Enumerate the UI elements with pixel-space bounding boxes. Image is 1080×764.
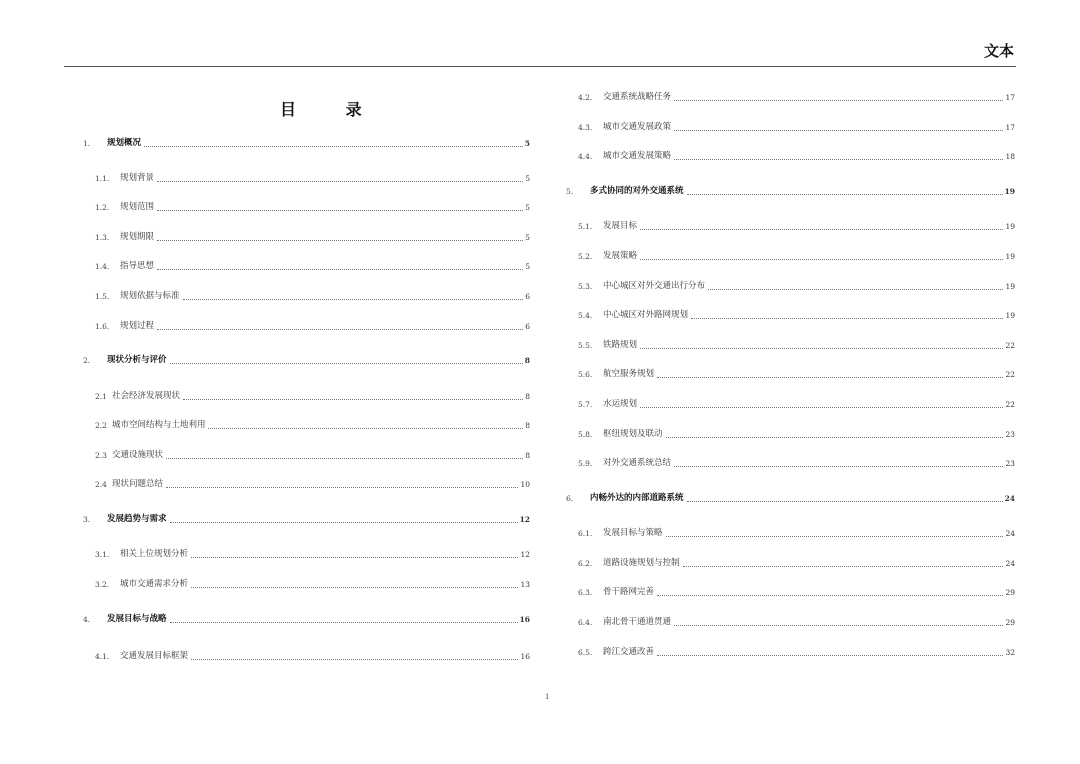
- toc-entry-page-number: 13: [520, 580, 530, 589]
- toc-entry-page-number: 16: [519, 615, 530, 624]
- toc-entry-title: 城市交通发展策略: [603, 151, 672, 161]
- toc-section-entry[interactable]: [566, 278, 1015, 292]
- toc-section-entry[interactable]: [83, 447, 530, 461]
- toc-entry-page-number: 19: [1005, 222, 1015, 231]
- toc-entry-title: 规划范围: [120, 202, 155, 212]
- toc-section-entry[interactable]: [566, 396, 1015, 410]
- toc-entry-number: 2.1: [95, 392, 107, 401]
- toc-entry-title: 内畅外达的内部道路系统: [590, 493, 684, 503]
- footer-page-number: 1: [545, 693, 550, 701]
- toc-entry-number: 4.4.: [578, 152, 593, 161]
- toc-entry-number: 1.6.: [95, 322, 110, 331]
- dot-leader: [157, 329, 523, 330]
- toc-section-entry[interactable]: [566, 644, 1015, 658]
- toc-entry-title: 骨干路网完善: [603, 587, 655, 597]
- header-divider: [64, 66, 1016, 67]
- toc-entry-page-number: 5: [525, 174, 530, 183]
- toc-entry-title: 水运规划: [603, 399, 638, 409]
- dot-leader: [170, 522, 518, 523]
- toc-entry-number: 1.2.: [95, 203, 110, 212]
- dot-leader: [191, 587, 518, 588]
- toc-entry-number: 1.1.: [95, 174, 110, 183]
- toc-entry-number: 3.2.: [95, 580, 110, 589]
- toc-entry-title: 交通设施现状: [111, 450, 163, 460]
- toc-entry-number: 3.1.: [95, 550, 110, 559]
- toc-entry-title: 跨江交通改善: [603, 647, 655, 657]
- toc-section-entry[interactable]: [83, 648, 530, 662]
- toc-entry-page-number: 19: [1005, 311, 1015, 320]
- dot-leader: [170, 363, 523, 364]
- toc-entry-number: 2.2: [95, 421, 107, 430]
- toc-entry-number: 6.3.: [578, 588, 593, 597]
- dot-leader: [708, 289, 1003, 290]
- dot-leader: [640, 348, 1003, 349]
- toc-section-entry[interactable]: [566, 148, 1015, 162]
- toc-entry-title: 发展目标: [603, 221, 638, 231]
- dot-leader: [166, 487, 519, 488]
- toc-entry-title: 规划期限: [120, 232, 155, 242]
- toc-entry-number: 2.3: [95, 451, 107, 460]
- toc-entry-title: 对外交通系统总结: [603, 458, 672, 468]
- dot-leader: [674, 466, 1003, 467]
- toc-entry-page-number: 24: [1005, 559, 1015, 568]
- toc-entry-number: 1.4.: [95, 262, 110, 271]
- toc-entry-title: 指导思想: [120, 261, 155, 271]
- toc-entry-page-number: 29: [1005, 588, 1015, 597]
- toc-entry-title: 相关上位规划分析: [120, 549, 189, 559]
- toc-entry-number: 5.7.: [578, 400, 593, 409]
- toc-section-entry[interactable]: [566, 584, 1015, 598]
- toc-entry-number: 6.1.: [578, 529, 593, 538]
- toc-section-entry[interactable]: [566, 119, 1015, 133]
- toc-section-entry[interactable]: [566, 525, 1015, 539]
- toc-entry-number: 3.: [83, 515, 91, 524]
- toc-entry-title: 南北骨干通道贯通: [603, 617, 672, 627]
- toc-chapter-entry[interactable]: [83, 611, 530, 625]
- toc-entry-title: 航空服务规划: [603, 369, 655, 379]
- toc-entry-title: 发展目标与策略: [603, 528, 663, 538]
- toc-entry-page-number: 18: [1005, 152, 1015, 161]
- toc-section-entry[interactable]: [83, 388, 530, 402]
- toc-entry-title: 铁路规划: [603, 340, 638, 350]
- dot-leader: [640, 259, 1003, 260]
- toc-entry-page-number: 8: [524, 356, 530, 365]
- toc-entry-title: 现状分析与评价: [107, 355, 167, 365]
- toc-entry-title: 城市交通发展政策: [603, 122, 672, 132]
- toc-chapter-entry[interactable]: [83, 135, 530, 149]
- toc-entry-page-number: 23: [1005, 459, 1015, 468]
- dot-leader: [640, 407, 1003, 408]
- dot-leader: [640, 229, 1003, 230]
- dot-leader: [208, 428, 523, 429]
- toc-entry-number: 5.2.: [578, 252, 593, 261]
- toc-entry-page-number: 5: [525, 262, 530, 271]
- toc-entry-title: 规划过程: [120, 321, 155, 331]
- toc-entry-page-number: 17: [1005, 123, 1015, 132]
- toc-entry-number: 5.9.: [578, 459, 593, 468]
- dot-leader: [157, 181, 523, 182]
- toc-entry-number: 1.: [83, 139, 91, 148]
- dot-leader: [157, 269, 523, 270]
- dot-leader: [657, 595, 1003, 596]
- dot-leader: [157, 210, 523, 211]
- dot-leader: [674, 159, 1003, 160]
- dot-leader: [674, 130, 1003, 131]
- dot-leader: [183, 299, 524, 300]
- toc-entry-page-number: 6: [525, 292, 530, 301]
- toc-entry-title: 发展策略: [603, 251, 638, 261]
- toc-section-entry[interactable]: [566, 455, 1015, 469]
- toc-entry-page-number: 6: [525, 322, 530, 331]
- toc-entry-number: 6.4.: [578, 618, 593, 627]
- toc-entry-page-number: 12: [519, 515, 530, 524]
- toc-entry-number: 4.3.: [578, 123, 593, 132]
- toc-entry-number: 6.5.: [578, 648, 593, 657]
- toc-entry-title: 交通系统战略任务: [603, 92, 672, 102]
- toc-entry-number: 4.2.: [578, 93, 593, 102]
- dot-leader: [170, 622, 518, 623]
- toc-entry-number: 4.: [83, 615, 91, 624]
- toc-section-entry[interactable]: [566, 248, 1015, 262]
- toc-section-entry[interactable]: [83, 546, 530, 560]
- toc-entry-number: 5.1.: [578, 222, 593, 231]
- toc-entry-title: 中心城区对外路网规划: [603, 310, 689, 320]
- toc-entry-page-number: 32: [1005, 648, 1015, 657]
- toc-entry-title: 发展目标与战略: [107, 614, 167, 624]
- toc-entry-page-number: 19: [1004, 187, 1015, 196]
- toc-chapter-entry[interactable]: [83, 511, 530, 525]
- toc-entry-number: 1.5.: [95, 292, 110, 301]
- toc-section-entry[interactable]: [566, 89, 1015, 103]
- toc-entry-title: 城市交通需求分析: [120, 579, 189, 589]
- toc-entry-title: 中心城区对外交通出行分布: [603, 281, 706, 291]
- toc-section-entry[interactable]: [83, 229, 530, 243]
- toc-entry-number: 2.4: [95, 480, 107, 489]
- toc-section-entry[interactable]: [566, 555, 1015, 569]
- dot-leader: [687, 194, 1003, 195]
- dot-leader: [191, 659, 518, 660]
- toc-section-entry[interactable]: [83, 199, 530, 213]
- toc-chapter-entry[interactable]: [83, 352, 530, 366]
- toc-entry-title: 多式协同的对外交通系统: [590, 186, 684, 196]
- toc-entry-page-number: 23: [1005, 430, 1015, 439]
- toc-entry-title: 规划背景: [120, 173, 155, 183]
- toc-chapter-entry[interactable]: [566, 490, 1015, 504]
- toc-section-entry[interactable]: [566, 337, 1015, 351]
- toc-entry-page-number: 12: [520, 550, 530, 559]
- toc-entry-page-number: 24: [1004, 494, 1015, 503]
- toc-entry-title: 发展趋势与需求: [107, 514, 167, 524]
- toc-entry-number: 1.3.: [95, 233, 110, 242]
- dot-leader: [166, 458, 523, 459]
- toc-section-entry[interactable]: [83, 170, 530, 184]
- toc-section-entry[interactable]: [83, 288, 530, 302]
- dot-leader: [657, 655, 1003, 656]
- toc-entry-title: 道路设施规划与控制: [603, 558, 680, 568]
- toc-section-entry[interactable]: [83, 318, 530, 332]
- toc-entry-title: 规划概况: [107, 138, 142, 148]
- dot-leader: [666, 536, 1004, 537]
- toc-section-entry[interactable]: [566, 366, 1015, 380]
- toc-entry-number: 6.: [566, 494, 574, 503]
- dot-leader: [657, 377, 1003, 378]
- toc-section-entry[interactable]: [566, 614, 1015, 628]
- toc-entry-page-number: 8: [525, 392, 530, 401]
- toc-entry-page-number: 19: [1005, 282, 1015, 291]
- toc-entry-page-number: 8: [525, 451, 530, 460]
- toc-entry-number: 5.8.: [578, 430, 593, 439]
- toc-entry-number: 5.4.: [578, 311, 593, 320]
- toc-entry-title: 城市空间结构与土地利用: [111, 420, 206, 430]
- toc-section-entry[interactable]: [566, 218, 1015, 232]
- dot-leader: [183, 399, 523, 400]
- dot-leader: [666, 437, 1004, 438]
- toc-entry-page-number: 29: [1005, 618, 1015, 627]
- toc-entry-number: 2.: [83, 356, 91, 365]
- toc-entry-page-number: 22: [1005, 400, 1015, 409]
- toc-entry-page-number: 10: [520, 480, 530, 489]
- toc-section-entry[interactable]: [83, 258, 530, 272]
- toc-entry-number: 6.2.: [578, 559, 593, 568]
- toc-entry-page-number: 22: [1005, 341, 1015, 350]
- dot-leader: [687, 501, 1003, 502]
- dot-leader: [674, 100, 1003, 101]
- toc-entry-number: 5.6.: [578, 370, 593, 379]
- document-header-label: 文本: [983, 42, 1014, 60]
- toc-entry-page-number: 5: [524, 139, 530, 148]
- toc-entry-page-number: 5: [525, 233, 530, 242]
- toc-entry-title: 现状问题总结: [111, 479, 163, 489]
- dot-leader: [683, 566, 1004, 567]
- toc-entry-page-number: 24: [1005, 529, 1015, 538]
- toc-section-entry[interactable]: [566, 426, 1015, 440]
- toc-entry-number: 5.5.: [578, 341, 593, 350]
- toc-entry-page-number: 16: [520, 652, 530, 661]
- toc-section-entry[interactable]: [83, 417, 530, 431]
- toc-entry-page-number: 17: [1005, 93, 1015, 102]
- dot-leader: [674, 625, 1003, 626]
- toc-section-entry[interactable]: [83, 476, 530, 490]
- toc-entry-page-number: 19: [1005, 252, 1015, 261]
- toc-entry-page-number: 5: [525, 203, 530, 212]
- toc-entry-page-number: 22: [1005, 370, 1015, 379]
- toc-section-entry[interactable]: [566, 307, 1015, 321]
- toc-section-entry[interactable]: [83, 576, 530, 590]
- toc-entry-title: 社会经济发展现状: [111, 391, 180, 401]
- toc-entry-number: 4.1.: [95, 652, 110, 661]
- dot-leader: [157, 240, 523, 241]
- toc-entry-title: 交通发展目标框架: [120, 651, 189, 661]
- toc-entry-title: 枢纽规划及联动: [603, 429, 663, 439]
- toc-entry-page-number: 8: [525, 421, 530, 430]
- toc-title: 目 录: [280, 100, 384, 119]
- dot-leader: [144, 146, 523, 147]
- dot-leader: [691, 318, 1003, 319]
- dot-leader: [191, 557, 518, 558]
- toc-chapter-entry[interactable]: [566, 183, 1015, 197]
- toc-entry-number: 5.3.: [578, 282, 593, 291]
- toc-entry-title: 规划依据与标准: [120, 291, 180, 301]
- toc-entry-number: 5.: [566, 187, 574, 196]
